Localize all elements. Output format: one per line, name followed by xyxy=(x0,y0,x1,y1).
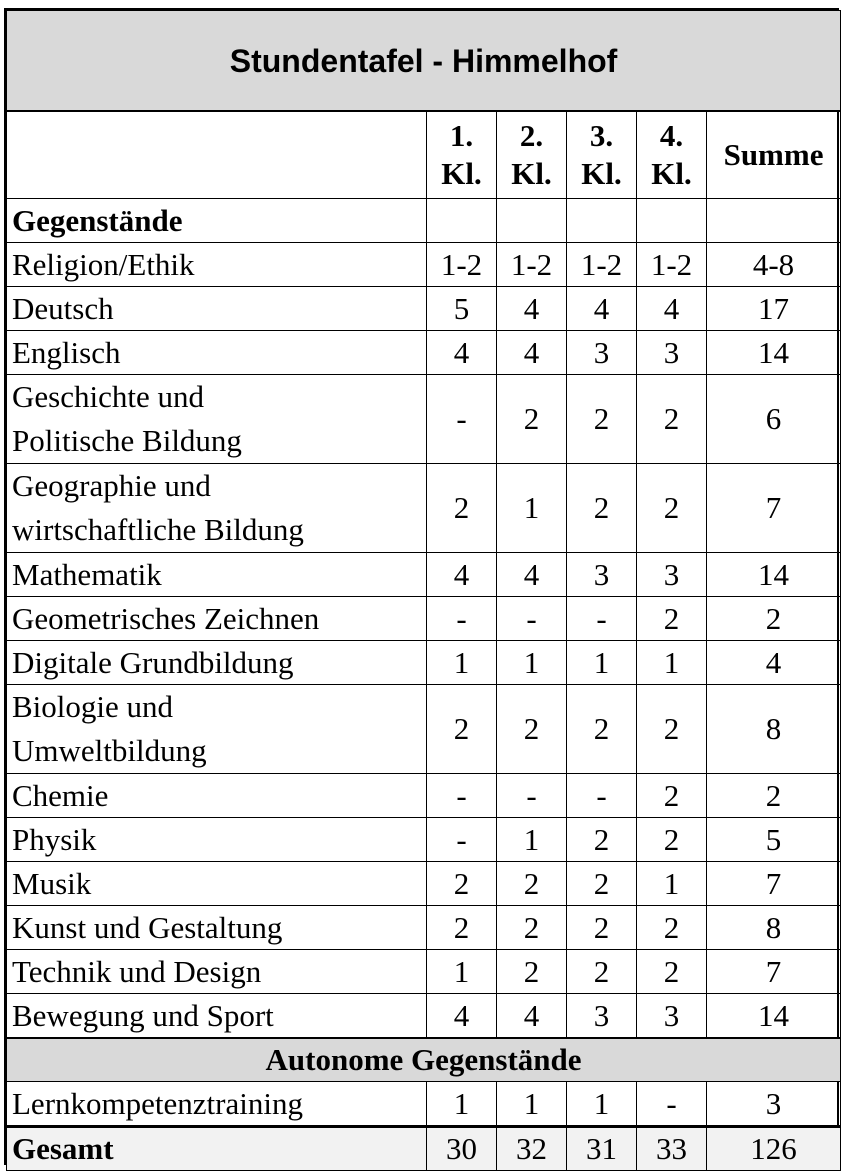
hours-class-2: 4 xyxy=(497,287,567,331)
group-row xyxy=(7,199,841,243)
hours-sum: 14 xyxy=(707,331,841,375)
hours-class-2: 1 xyxy=(497,464,567,553)
table-row xyxy=(7,685,841,774)
hours-class-4: 2 xyxy=(637,375,707,464)
hours-class-3: 2 xyxy=(567,950,637,994)
hours-class-4: 4 xyxy=(637,287,707,331)
total-class-2: 32 xyxy=(497,1127,567,1171)
hours-sum: 14 xyxy=(707,553,841,597)
hours-class-1: 2 xyxy=(427,685,497,774)
total-class-3: 31 xyxy=(567,1127,637,1171)
hours-sum: 2 xyxy=(707,774,841,818)
subject-name: Englisch xyxy=(7,331,427,375)
table-row xyxy=(7,553,841,597)
hours-class-4: 3 xyxy=(637,994,707,1039)
hours-sum: 8 xyxy=(707,906,841,950)
table-row xyxy=(7,287,841,331)
subject-name: Lernkompetenztraining xyxy=(7,1082,427,1127)
hours-class-3: - xyxy=(567,774,637,818)
table-row xyxy=(7,331,841,375)
hours-class-3: 2 xyxy=(567,906,637,950)
subject-name: Geschichte und Politische Bildung xyxy=(7,375,427,464)
total-sum: 126 xyxy=(707,1127,841,1171)
hours-class-4: 2 xyxy=(637,597,707,641)
hours-class-4: 2 xyxy=(637,774,707,818)
hours-class-1: 4 xyxy=(427,331,497,375)
subject-name: Technik und Design xyxy=(7,950,427,994)
hours-class-3: 2 xyxy=(567,818,637,862)
hours-class-3: 2 xyxy=(567,685,637,774)
hours-class-3: 1 xyxy=(567,1082,637,1127)
group-label: Gegenstände xyxy=(7,199,427,243)
subject-name: Geographie und wirtschaftliche Bildung xyxy=(7,464,427,553)
table-row xyxy=(7,994,841,1039)
hours-class-1: 4 xyxy=(427,994,497,1039)
hours-class-2: 4 xyxy=(497,553,567,597)
table-row xyxy=(7,464,841,553)
hours-class-1: - xyxy=(427,774,497,818)
hours-sum: 2 xyxy=(707,597,841,641)
subject-name: Musik xyxy=(7,862,427,906)
hours-class-4: 1 xyxy=(637,862,707,906)
total-label: Gesamt xyxy=(7,1127,427,1171)
hours-class-1: - xyxy=(427,597,497,641)
header-sum: Summe xyxy=(707,111,841,199)
table-row xyxy=(7,906,841,950)
title-row xyxy=(7,11,841,112)
subject-name: Geometrisches Zeichnen xyxy=(7,597,427,641)
table-row xyxy=(7,1082,841,1127)
hours-class-4: - xyxy=(637,1082,707,1127)
timetable-frame xyxy=(4,8,839,1165)
hours-class-3: 3 xyxy=(567,553,637,597)
hours-class-1: 1 xyxy=(427,1082,497,1127)
hours-class-3: 2 xyxy=(567,464,637,553)
hours-class-1: 1 xyxy=(427,641,497,685)
hours-class-2: - xyxy=(497,774,567,818)
subject-name: Mathematik xyxy=(7,553,427,597)
hours-class-2: 1-2 xyxy=(497,243,567,287)
subject-name: Biologie und Umweltbildung xyxy=(7,685,427,774)
hours-class-2: 1 xyxy=(497,818,567,862)
hours-class-4: 2 xyxy=(637,906,707,950)
autonomous-section-row xyxy=(7,1038,841,1082)
hours-class-2: - xyxy=(497,597,567,641)
hours-class-4: 3 xyxy=(637,553,707,597)
table-row xyxy=(7,597,841,641)
hours-sum: 3 xyxy=(707,1082,841,1127)
subject-name: Kunst und Gestaltung xyxy=(7,906,427,950)
hours-sum: 6 xyxy=(707,375,841,464)
timetable xyxy=(6,10,841,1171)
hours-class-2: 4 xyxy=(497,994,567,1039)
total-class-4: 33 xyxy=(637,1127,707,1171)
hours-class-3: 1 xyxy=(567,641,637,685)
subject-name: Deutsch xyxy=(7,287,427,331)
hours-class-3: 4 xyxy=(567,287,637,331)
hours-class-4: 2 xyxy=(637,685,707,774)
hours-class-4: 2 xyxy=(637,464,707,553)
hours-class-4: 2 xyxy=(637,818,707,862)
header-empty-cell xyxy=(7,111,427,199)
hours-class-4: 3 xyxy=(637,331,707,375)
header-class-2: 2. Kl. xyxy=(497,111,567,199)
subject-name: Religion/Ethik xyxy=(7,243,427,287)
subject-name: Physik xyxy=(7,818,427,862)
subject-name: Chemie xyxy=(7,774,427,818)
table-title: Stundentafel - Himmelhof xyxy=(7,11,841,112)
hours-class-3: 1-2 xyxy=(567,243,637,287)
total-class-1: 30 xyxy=(427,1127,497,1171)
hours-class-2: 2 xyxy=(497,375,567,464)
hours-class-2: 1 xyxy=(497,1082,567,1127)
hours-class-2: 4 xyxy=(497,331,567,375)
table-row xyxy=(7,862,841,906)
header-class-3: 3. Kl. xyxy=(567,111,637,199)
hours-sum: 4 xyxy=(707,641,841,685)
hours-class-3: 3 xyxy=(567,994,637,1039)
hours-sum: 14 xyxy=(707,994,841,1039)
hours-class-1: 2 xyxy=(427,906,497,950)
table-row xyxy=(7,243,841,287)
hours-class-1: 1-2 xyxy=(427,243,497,287)
hours-class-1: 2 xyxy=(427,464,497,553)
hours-class-2: 2 xyxy=(497,862,567,906)
hours-class-4: 1 xyxy=(637,641,707,685)
header-class-1: 1. Kl. xyxy=(427,111,497,199)
hours-class-2: 2 xyxy=(497,950,567,994)
header-class-4: 4. Kl. xyxy=(637,111,707,199)
table-row xyxy=(7,818,841,862)
hours-class-3: - xyxy=(567,597,637,641)
table-row xyxy=(7,375,841,464)
subject-name: Bewegung und Sport xyxy=(7,994,427,1039)
hours-class-3: 3 xyxy=(567,331,637,375)
table-row xyxy=(7,641,841,685)
header-row xyxy=(7,111,841,199)
hours-class-1: - xyxy=(427,818,497,862)
hours-class-1: 5 xyxy=(427,287,497,331)
hours-class-1: - xyxy=(427,375,497,464)
hours-class-1: 1 xyxy=(427,950,497,994)
hours-class-2: 2 xyxy=(497,906,567,950)
hours-sum: 4-8 xyxy=(707,243,841,287)
hours-class-3: 2 xyxy=(567,375,637,464)
hours-sum: 7 xyxy=(707,950,841,994)
hours-class-4: 2 xyxy=(637,950,707,994)
hours-class-4: 1-2 xyxy=(637,243,707,287)
hours-sum: 5 xyxy=(707,818,841,862)
total-row xyxy=(7,1127,841,1171)
hours-sum: 7 xyxy=(707,464,841,553)
hours-class-2: 2 xyxy=(497,685,567,774)
table-row xyxy=(7,950,841,994)
hours-class-1: 4 xyxy=(427,553,497,597)
table-row xyxy=(7,774,841,818)
hours-sum: 8 xyxy=(707,685,841,774)
hours-class-3: 2 xyxy=(567,862,637,906)
hours-sum: 7 xyxy=(707,862,841,906)
autonomous-section-label: Autonome Gegenstände xyxy=(7,1038,841,1082)
hours-sum: 17 xyxy=(707,287,841,331)
hours-class-1: 2 xyxy=(427,862,497,906)
hours-class-2: 1 xyxy=(497,641,567,685)
subject-name: Digitale Grundbildung xyxy=(7,641,427,685)
